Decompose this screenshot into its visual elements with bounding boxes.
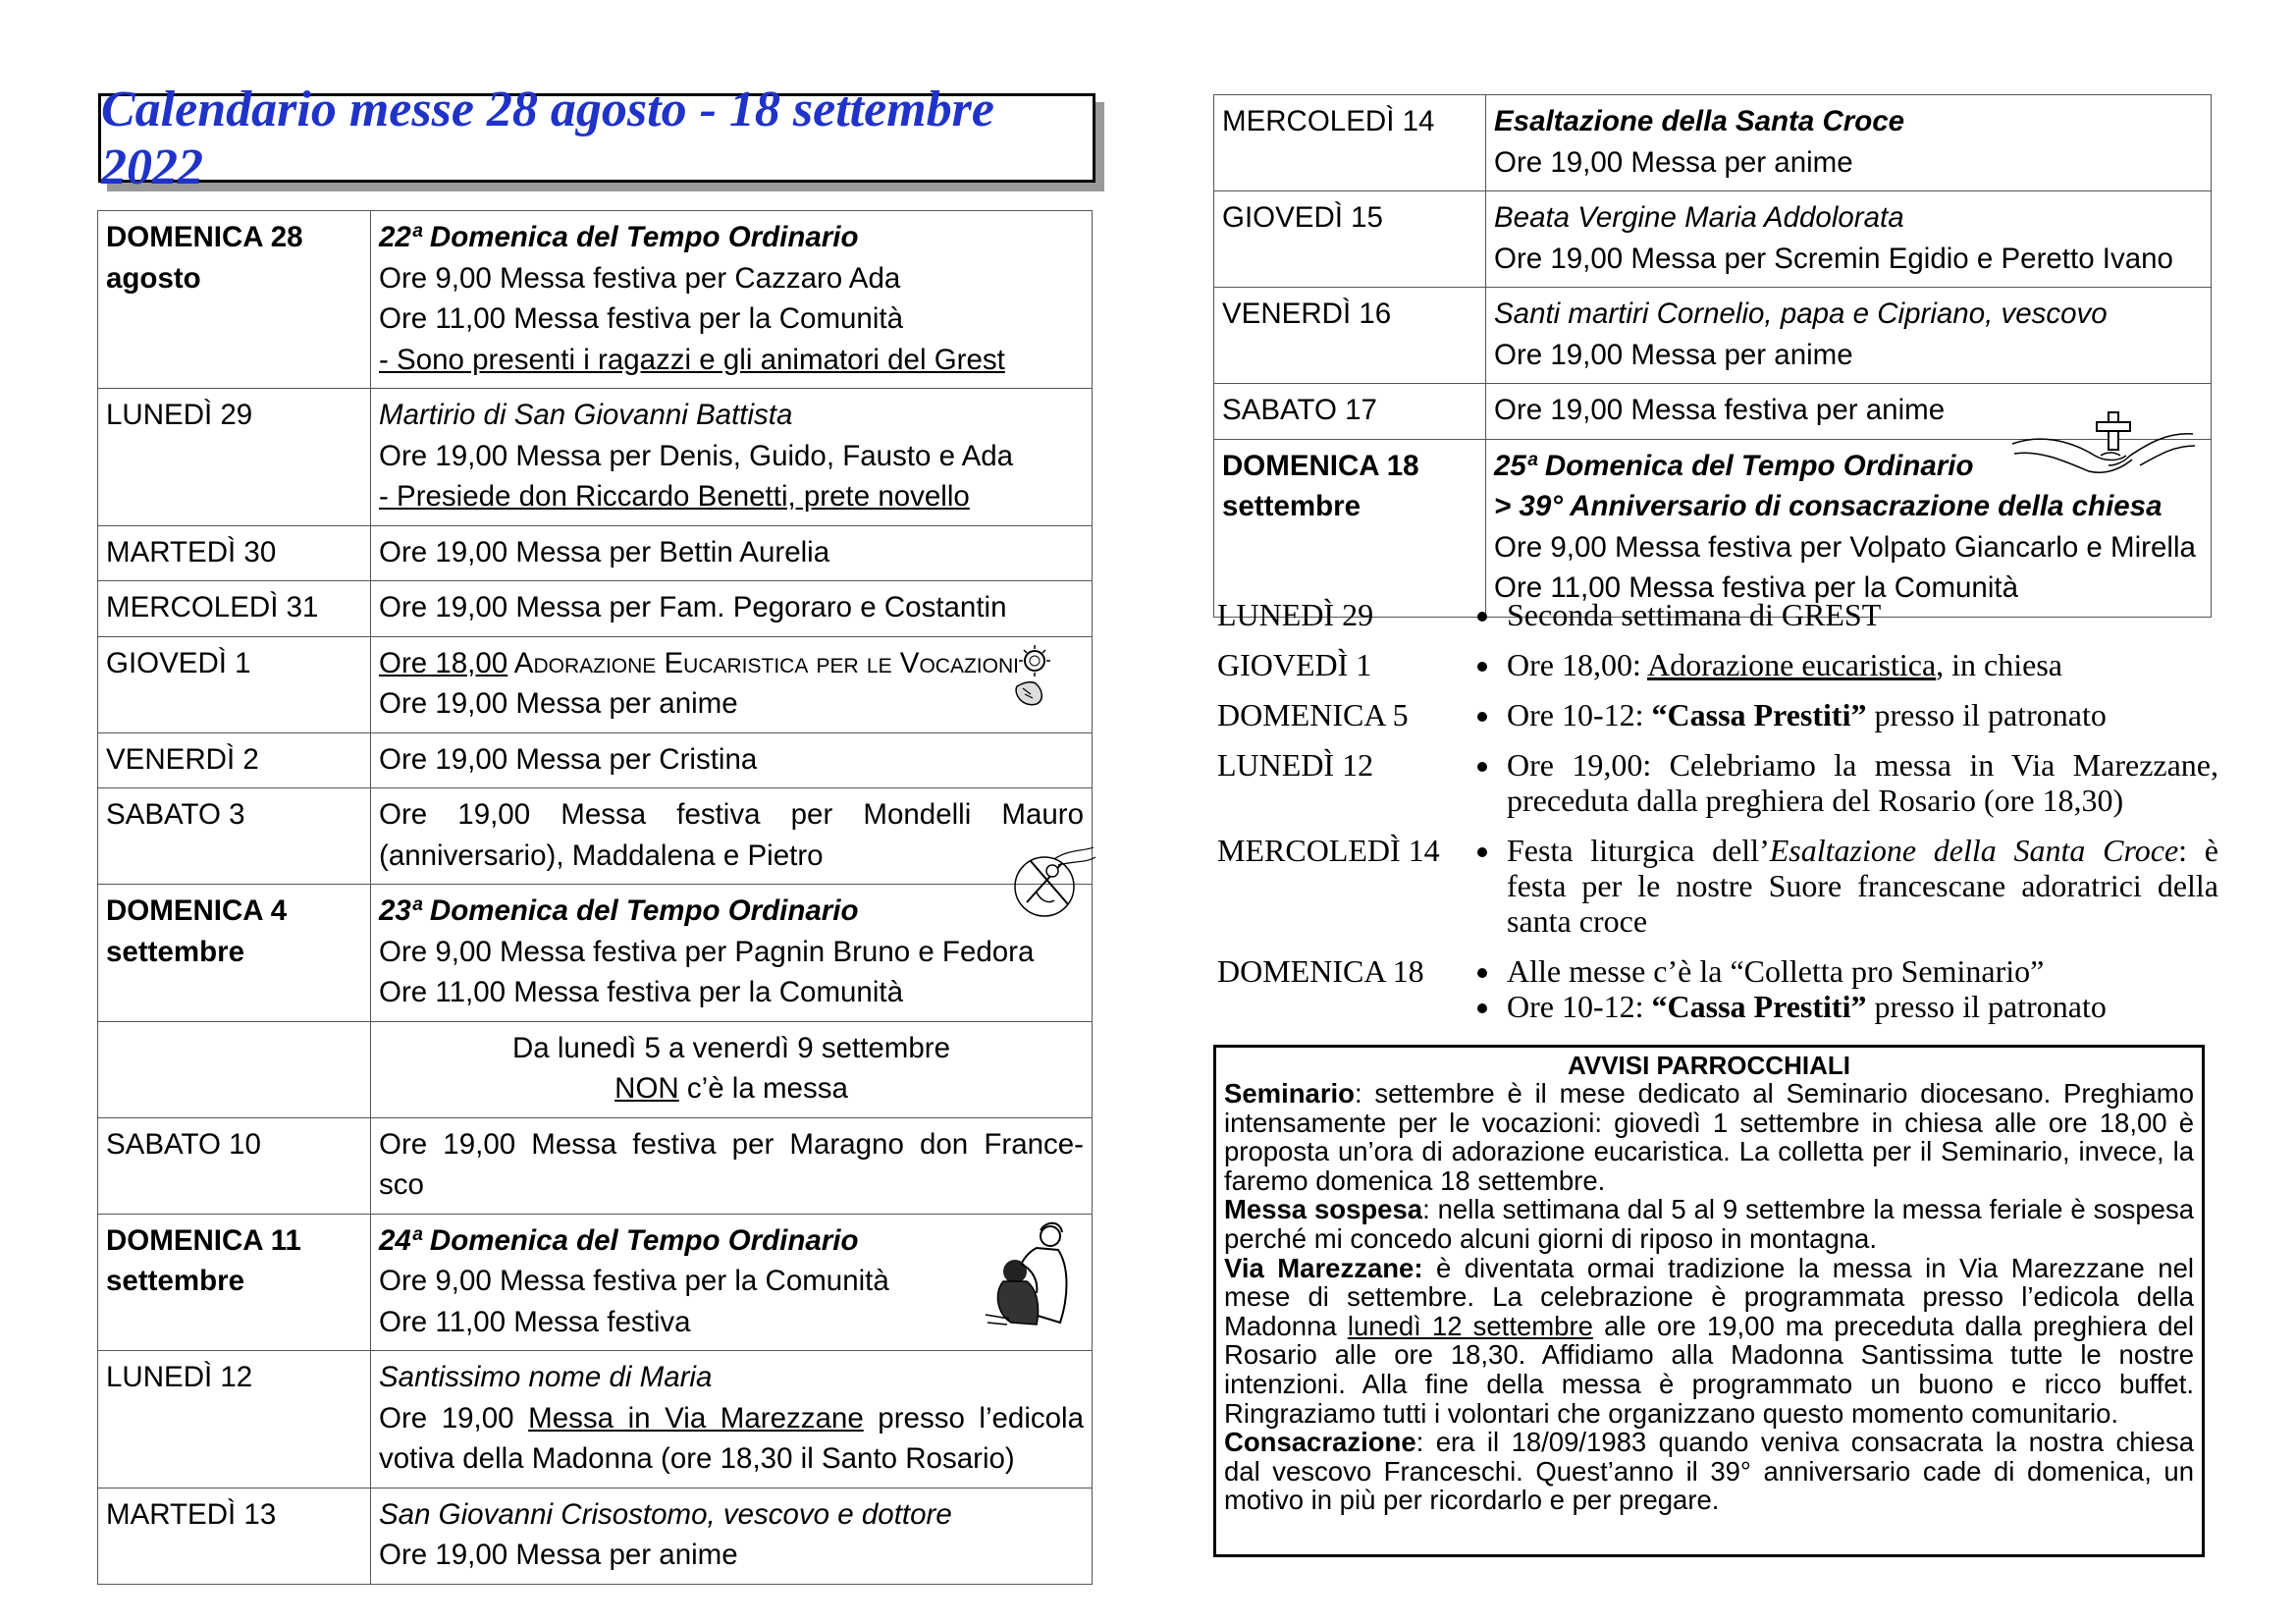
- event-line: Santissimo nome di Maria: [379, 1361, 713, 1393]
- day-cell: SABATO 17: [1214, 384, 1486, 440]
- notice-items: [1468, 647, 2218, 682]
- day-cell: MERCOLEDÌ 31: [98, 581, 371, 637]
- event-line: 24ª Domenica del Tempo Ordinario: [379, 1223, 859, 1257]
- title-box: [98, 81, 1095, 195]
- avvisi-parrocchiali-box: [1213, 1045, 2205, 1557]
- notice-item: • Seconda settimana di GREST: [1503, 597, 2218, 632]
- notice-text: Ore 10-12:: [1507, 697, 1652, 732]
- notice-row: [1217, 647, 2218, 682]
- events-cell: [1486, 288, 2212, 384]
- events-cell: [371, 581, 1093, 637]
- event-line: [379, 1398, 1084, 1439]
- notice-items: [1468, 833, 2218, 939]
- event-line: sco: [379, 1168, 424, 1201]
- avvisi-paragraph: [1224, 1195, 2194, 1253]
- event-text: c’è la messa: [678, 1072, 848, 1105]
- event-line: > 39° Anniversario di consacrazione della chiesa: [1494, 490, 2163, 522]
- day-cell: GIOVEDÌ 15: [1214, 191, 1486, 288]
- events-cell: [371, 1021, 1093, 1117]
- event-line: 22ª Domenica del Tempo Ordinario: [379, 221, 859, 253]
- notice-highlight: Adorazione eucaristica: [1647, 647, 1937, 682]
- events-cell: [371, 732, 1093, 788]
- event-line: Ore 9,00 Messa festiva per Pagnin Bruno e Fedora: [379, 935, 1035, 968]
- day-cell: GIOVEDÌ 1: [98, 636, 371, 732]
- event-highlight: NON: [614, 1072, 679, 1105]
- event-line: Beata Vergine Maria Addolorata: [1494, 201, 1904, 234]
- notice-item: [1503, 989, 2218, 1024]
- notice-highlight: Esaltazione della Santa Croce: [1769, 833, 2179, 868]
- avvisi-paragraph: [1224, 1254, 2194, 1429]
- event-line: Ore 11,00 Messa festiva per la Comunità: [379, 976, 903, 1008]
- notice-row: [1217, 597, 2218, 632]
- notice-highlight: “Cassa Prestiti”: [1651, 697, 1867, 732]
- event-line: 23ª Domenica del Tempo Ordinario: [379, 894, 859, 927]
- event-line: Ore 19,00 Messa per Cristina: [379, 742, 758, 776]
- avvisi-label: Seminario: [1224, 1078, 1355, 1109]
- notice-items: [1468, 697, 2218, 732]
- avvisi-text: : era il 18/09/1983 quando veniva consacrata la nostra chiesa dal vescovo Franceschi. Quest’anno il 39° anniversario cade di domenica, un motivo in più per ricordarlo e per pregare.: [1224, 1427, 2194, 1516]
- day-cell: DOMENICA 11 settembre: [98, 1214, 371, 1351]
- avvisi-text: : settembre è il mese dedicato al Seminario diocesano. Preghiamo intensamente per le vocazioni: giovedì 1 settembre in chiesa alle ore 18,00 è proposta un’ora di adorazione eucaristica. La colletta per il Seminario, invece, la faremo domenica 18 settembre.: [1224, 1078, 2194, 1196]
- calendar-row: [98, 1488, 1093, 1584]
- right-calendar-table: [1213, 94, 2212, 618]
- avvisi-heading: AVVISI PARROCCHIALI: [1568, 1051, 1850, 1080]
- calendar-row: [98, 636, 1093, 732]
- event-highlight: Ore 18,00: [379, 646, 508, 679]
- notice-text: Ore 18,00:: [1507, 647, 1648, 682]
- avvisi-label: Via Marezzane:: [1224, 1252, 1423, 1283]
- day-cell: MARTEDÌ 30: [98, 525, 371, 581]
- event-text: presso l’edicola: [863, 1401, 1085, 1435]
- embrace-icon: [982, 1220, 1080, 1340]
- calendar-row: [98, 1117, 1093, 1214]
- event-line: Ore 19,00 Messa per Scremin Egidio e Peretto Ivano: [1494, 242, 2173, 275]
- event-line: Ore 19,00 Messa per anime: [1494, 145, 1853, 179]
- calendar-row: [98, 525, 1093, 581]
- events-cell: [371, 1351, 1093, 1489]
- events-cell: [371, 788, 1093, 885]
- cross-hands-icon: [2010, 410, 2197, 496]
- calendar-row: [98, 732, 1093, 788]
- event-line: Ore 9,00 Messa festiva per la Comunità: [379, 1265, 889, 1297]
- event-line: Ore 11,00 Messa festiva: [379, 1305, 691, 1338]
- event-line: - Sono presenti i ragazzi e gli animatori del Grest: [379, 343, 1005, 376]
- events-cell: [1486, 439, 2212, 617]
- event-line: Ore 19,00 Messa per anime: [379, 1539, 738, 1571]
- event-line: [379, 643, 1084, 684]
- event-line: Ore 19,00 Messa festiva per Mondelli Mauro: [379, 798, 1084, 831]
- day-cell: VENERDÌ 2: [98, 732, 371, 788]
- notice-day: DOMENICA 5: [1217, 697, 1409, 732]
- day-cell: DOMENICA 18 settembre: [1214, 439, 1486, 617]
- avvisi-text: alle ore 19,00 ma preceduta dalla preghiera del Rosario alle ore 18,30. Affidiamo alla Madonna Santissima tutte le nostre intenzioni. Alla fine della messa è programmato un buono e ricco buffet. Ringraziamo tutti i volontari che organizzano questo momento comunitario.: [1224, 1310, 2194, 1429]
- calendar-row: [98, 1351, 1093, 1489]
- events-cell: [371, 1488, 1093, 1584]
- notice-items: [1468, 747, 2218, 818]
- notice-item: [1503, 697, 2218, 732]
- notice-row: [1217, 953, 2218, 1024]
- day-cell: DOMENICA 4 settembre: [98, 885, 371, 1022]
- day-cell: LUNEDÌ 12: [98, 1351, 371, 1489]
- day-cell: MARTEDÌ 13: [98, 1488, 371, 1584]
- calendar-row: [98, 1214, 1093, 1351]
- event-line: Ore 19,00 Messa per Fam. Pegoraro e Costantin: [379, 591, 1007, 623]
- day-cell: VENERDÌ 16: [1214, 288, 1486, 384]
- events-cell: [371, 1214, 1093, 1351]
- notice-text: Ore 10-12:: [1507, 989, 1652, 1024]
- events-cell: [371, 389, 1093, 526]
- event-line: (anniversario), Maddalena e Pietro: [379, 839, 824, 872]
- calendar-row: [98, 581, 1093, 637]
- event-line: Esaltazione della Santa Croce: [1494, 105, 1905, 137]
- notice-day: MERCOLEDÌ 14: [1217, 833, 1440, 868]
- notices-list: [1217, 597, 2218, 1039]
- event-line: Ore 19,00 Messa festiva per anime: [1494, 394, 1946, 426]
- events-cell: [371, 636, 1093, 732]
- event-line: Ore 9,00 Messa festiva per Volpato Giancarlo e Mirella: [1494, 530, 2196, 564]
- avvisi-label: Consacrazione: [1224, 1427, 1416, 1458]
- event-line: - Presiede don Riccardo Benetti, prete novello: [379, 480, 970, 513]
- event-line: Ore 11,00 Messa festiva per la Comunità: [1494, 571, 2018, 604]
- event-text: Adorazione Eucaristica per le Vocazioni: [507, 646, 1019, 679]
- events-cell: [371, 525, 1093, 581]
- monstrance-icon: [1003, 643, 1062, 724]
- notice-text: presso il patronato: [1866, 697, 2107, 732]
- notice-text: , in chiesa: [1936, 647, 2062, 682]
- event-line: Martirio di San Giovanni Battista: [379, 399, 793, 431]
- event-line: Ore 19,00 Messa per anime: [1494, 338, 1853, 371]
- notice-text: Festa liturgica dell’: [1507, 833, 1770, 868]
- calendar-row: [1214, 288, 2212, 384]
- event-time: Ore 19,00: [379, 1401, 529, 1435]
- notice-row: [1217, 747, 2218, 818]
- events-cell: [371, 1117, 1093, 1214]
- avvisi-paragraph: [1224, 1079, 2194, 1195]
- event-line: [379, 1068, 1084, 1110]
- calendar-row: [98, 788, 1093, 885]
- calendar-row: [1214, 95, 2212, 191]
- day-cell: DOMENICA 28 agosto: [98, 211, 371, 389]
- calendar-row: [98, 885, 1093, 1022]
- notice-text: presso il patronato: [1866, 989, 2107, 1024]
- avvisi-paragraph: [1224, 1428, 2194, 1515]
- notice-item: [1503, 647, 2218, 682]
- day-cell: MERCOLEDÌ 14: [1214, 95, 1486, 191]
- avvisi-highlight: lunedì 12 settembre: [1347, 1310, 1593, 1341]
- notice-day: LUNEDÌ 12: [1217, 747, 1374, 783]
- avvisi-label: Messa sospesa: [1224, 1194, 1423, 1225]
- events-cell: [1486, 95, 2212, 191]
- event-line: Ore 19,00 Messa per Denis, Guido, Fausto e Ada: [379, 439, 1014, 472]
- notice-items: [1468, 953, 2218, 1024]
- event-line: Da lunedì 5 a venerdì 9 settembre: [511, 1031, 951, 1064]
- notice-item: • Ore 19,00: Celebriamo la messa in Via Marezzane, preceduta dalla preghiera del Rosario (ore 18,30): [1503, 747, 2218, 818]
- notice-highlight: “Cassa Prestiti”: [1651, 989, 1867, 1024]
- notice-day: DOMENICA 18: [1217, 953, 1424, 989]
- notice-row: [1217, 833, 2218, 939]
- event-line: votiva della Madonna (ore 18,30 il Santo Rosario): [379, 1442, 1015, 1475]
- day-cell: SABATO 3: [98, 788, 371, 885]
- calendar-row: [98, 211, 1093, 389]
- event-line: Ore 19,00 Messa per Bettin Aurelia: [379, 535, 830, 568]
- day-cell: SABATO 10: [98, 1117, 371, 1214]
- notice-row: [1217, 697, 2218, 732]
- event-line: Santi martiri Cornelio, papa e Cipriano, vescovo: [1494, 298, 2108, 330]
- day-cell: [98, 1021, 371, 1117]
- events-cell: [371, 211, 1093, 389]
- avvisi-text: è diventata ormai tradizione la messa in Via Marezzane nel mese di settembre. La celebrazione è programmata presso l’edicola della Madonna: [1224, 1252, 2194, 1341]
- calendar-row: [1214, 191, 2212, 288]
- notice-text: : è festa per le nostre Suore francescane adoratrici della santa croce: [1507, 833, 2219, 939]
- event-highlight: Messa in Via Marezzane: [528, 1401, 864, 1435]
- page-title: Calendario messe 28 agosto - 18 settembre 2022: [101, 81, 994, 195]
- event-line: Ore 9,00 Messa festiva per Cazzaro Ada: [379, 261, 901, 295]
- avvisi-text: : nella settimana dal 5 al 9 settembre la messa feriale è sospesa perché mi concedo alcuni giorni di riposo in montagna.: [1224, 1194, 2195, 1254]
- notice-item: • Alle messe c’è la “Colletta pro Seminario”: [1503, 953, 2218, 989]
- notice-item: [1503, 833, 2218, 939]
- events-cell: [1486, 191, 2212, 288]
- event-line: Ore 19,00 Messa per anime: [379, 687, 738, 720]
- events-cell: [371, 885, 1093, 1022]
- event-line: Ore 11,00 Messa festiva per la Comunità: [379, 302, 903, 335]
- notice-day: LUNEDÌ 29: [1217, 597, 1374, 632]
- day-cell: LUNEDÌ 29: [98, 389, 371, 526]
- calendar-row: [98, 1021, 1093, 1117]
- notice-items: [1468, 597, 2218, 632]
- event-line: San Giovanni Crisostomo, vescovo e dottore: [379, 1497, 952, 1531]
- event-line: Ore 19,00 Messa festiva per Maragno don France-: [379, 1127, 1084, 1161]
- notice-day: GIOVEDÌ 1: [1217, 647, 1372, 682]
- calendar-row: [1214, 439, 2212, 617]
- event-line: 25ª Domenica del Tempo Ordinario: [1494, 449, 1974, 482]
- left-calendar-table: [97, 210, 1093, 1585]
- calendar-row: [98, 389, 1093, 526]
